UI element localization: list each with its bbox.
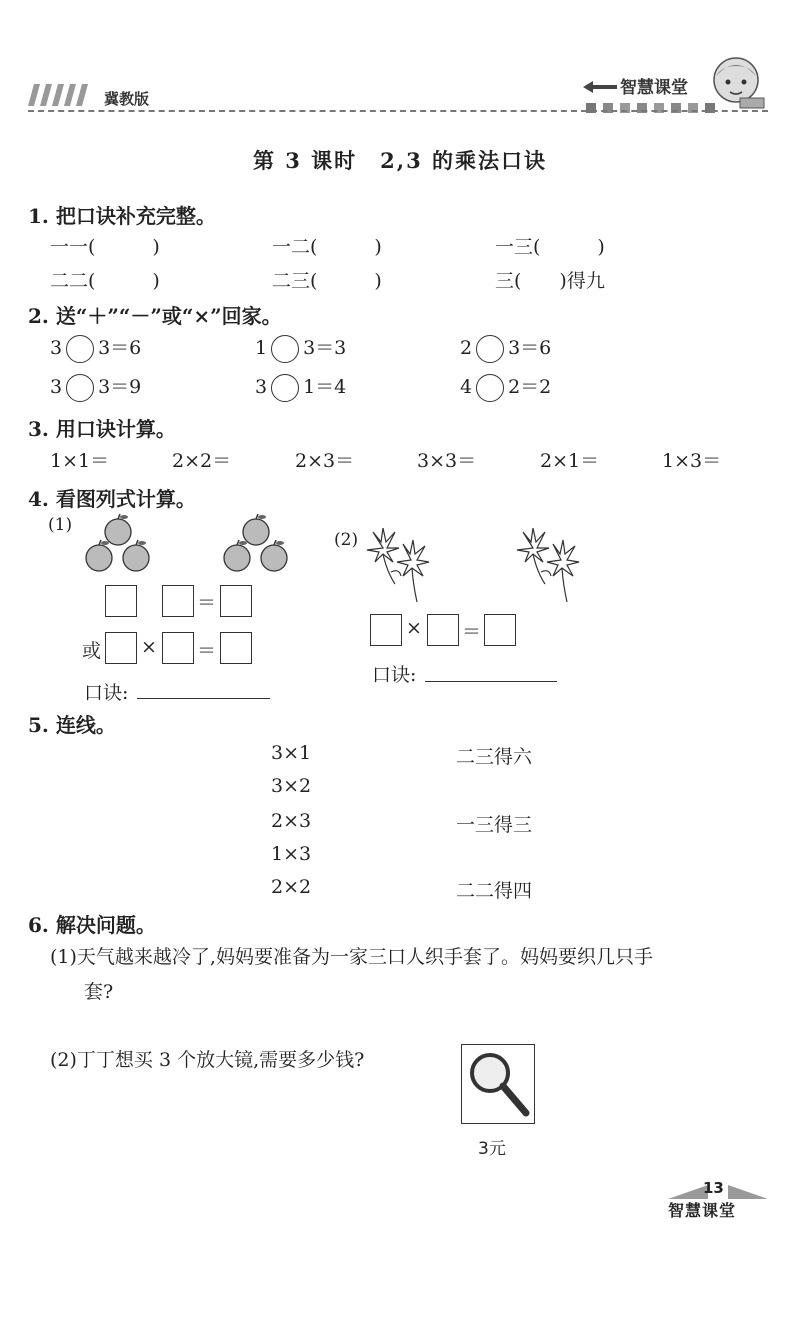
apple-group-icon — [220, 514, 292, 576]
q1-item: 三( )得九 — [495, 270, 605, 292]
q2-right-expression: 2＝2 — [508, 376, 552, 398]
match-right-item[interactable]: 二三得六 — [456, 746, 533, 768]
q4-heading: 4. 看图列式计算。 — [28, 487, 196, 511]
answer-box[interactable] — [220, 632, 252, 664]
q2-left-operand: 3 — [50, 337, 63, 359]
q1-item: 一二( ) — [272, 236, 382, 258]
q1-item: 一三( ) — [495, 236, 605, 258]
times-sign: × — [406, 617, 422, 639]
q2-left-operand: 3 — [255, 376, 268, 398]
header-brand: 智慧课堂 — [620, 78, 688, 98]
q2-item — [50, 372, 141, 402]
q5-heading: 5. 连线。 — [28, 713, 116, 737]
operator-blank-circle[interactable] — [476, 374, 504, 402]
answer-box[interactable] — [220, 585, 252, 617]
q2-item — [460, 333, 551, 363]
answer-box[interactable] — [484, 614, 516, 646]
flower-pair-icon — [365, 528, 435, 602]
q2-left-operand: 1 — [255, 337, 268, 359]
match-right-item[interactable]: 二二得四 — [456, 880, 533, 902]
operator-blank-circle[interactable] — [66, 335, 94, 363]
magnifier-picture-frame — [461, 1044, 535, 1124]
q3-item: 2×1＝ — [540, 450, 600, 472]
q2-item — [50, 333, 141, 363]
operator-blank-circle[interactable] — [271, 335, 299, 363]
q1-item: 二三( ) — [272, 270, 382, 292]
header-arrow-icon — [583, 78, 617, 90]
answer-box[interactable] — [105, 632, 137, 664]
price-label: 3元 — [478, 1139, 506, 1159]
apple-group-icon — [82, 514, 154, 576]
answer-box[interactable] — [370, 614, 402, 646]
equals-sign: ＝ — [197, 640, 217, 662]
match-left-item[interactable]: 3×2 — [271, 775, 312, 797]
match-left-item[interactable]: 2×3 — [271, 810, 312, 832]
page-number: 13 — [703, 1179, 724, 1197]
q2-right-expression: 3＝3 — [303, 337, 347, 359]
q2-left-operand: 2 — [460, 337, 473, 359]
footer-brand: 智慧课堂 — [668, 1201, 737, 1220]
q6-problem-1: (1)天气越来越冷了,妈妈要准备为一家三口人织手套了。妈妈要织几只手 — [50, 946, 653, 968]
match-left-item[interactable]: 2×2 — [271, 876, 312, 898]
q2-right-expression: 1＝4 — [303, 376, 347, 398]
q1-item: 一一( ) — [50, 236, 160, 258]
flower-pair-icon — [515, 528, 585, 602]
answer-box[interactable] — [427, 614, 459, 646]
q3-item: 1×1＝ — [50, 450, 110, 472]
q3-heading: 3. 用口诀计算。 — [28, 417, 176, 441]
q6-problem-1-continued: 套? — [84, 981, 114, 1003]
magnifying-glass-icon — [462, 1045, 534, 1123]
equals-sign: ＝ — [462, 621, 482, 643]
q1-heading: 1. 把口诀补充完整。 — [28, 204, 216, 228]
lesson-title: 第 3 课时 2,3 的乘法口诀 — [252, 148, 548, 173]
equals-sign: ＝ — [197, 592, 217, 614]
q3-item: 2×3＝ — [295, 450, 355, 472]
q1-item: 二二( ) — [50, 270, 160, 292]
q3-item: 3×3＝ — [417, 450, 477, 472]
q2-left-operand: 3 — [50, 376, 63, 398]
koujue-label: 口诀: — [84, 682, 129, 704]
q3-item: 2×2＝ — [172, 450, 232, 472]
q6-problem-2: (2)丁丁想买 3 个放大镜,需要多少钱? — [50, 1049, 365, 1071]
koujue-label: 口诀: — [372, 664, 417, 686]
answer-box[interactable] — [162, 585, 194, 617]
operator-blank-circle[interactable] — [66, 374, 94, 402]
match-left-item[interactable]: 3×1 — [271, 742, 312, 764]
match-right-item[interactable]: 一三得三 — [456, 814, 533, 836]
q2-right-expression: 3＝9 — [98, 376, 142, 398]
answer-box[interactable] — [105, 585, 137, 617]
header-stripes-decoration — [28, 84, 88, 106]
answer-box[interactable] — [162, 632, 194, 664]
koujue-answer-line[interactable] — [425, 681, 557, 682]
q4-part1-label: (1) — [48, 515, 73, 535]
girl-mascot-icon — [706, 52, 768, 114]
times-sign: × — [141, 636, 157, 658]
q2-right-expression: 3＝6 — [98, 337, 142, 359]
operator-blank-circle[interactable] — [476, 335, 504, 363]
q2-heading: 2. 送“＋”“－”或“×”回家。 — [28, 304, 282, 328]
match-left-item[interactable]: 1×3 — [271, 843, 312, 865]
q2-left-operand: 4 — [460, 376, 473, 398]
q2-item — [255, 372, 346, 402]
operator-blank-circle[interactable] — [271, 374, 299, 402]
q2-item — [460, 372, 551, 402]
edition-label: 冀教版 — [104, 90, 150, 108]
header-squares-decoration — [586, 98, 716, 108]
q6-heading: 6. 解决问题。 — [28, 913, 156, 937]
q3-item: 1×3＝ — [662, 450, 722, 472]
q2-right-expression: 3＝6 — [508, 337, 552, 359]
koujue-answer-line[interactable] — [137, 698, 270, 699]
header-divider — [28, 110, 768, 112]
q2-item — [255, 333, 346, 363]
or-label: 或 — [82, 640, 102, 662]
q4-part2-label: (2) — [334, 530, 359, 550]
